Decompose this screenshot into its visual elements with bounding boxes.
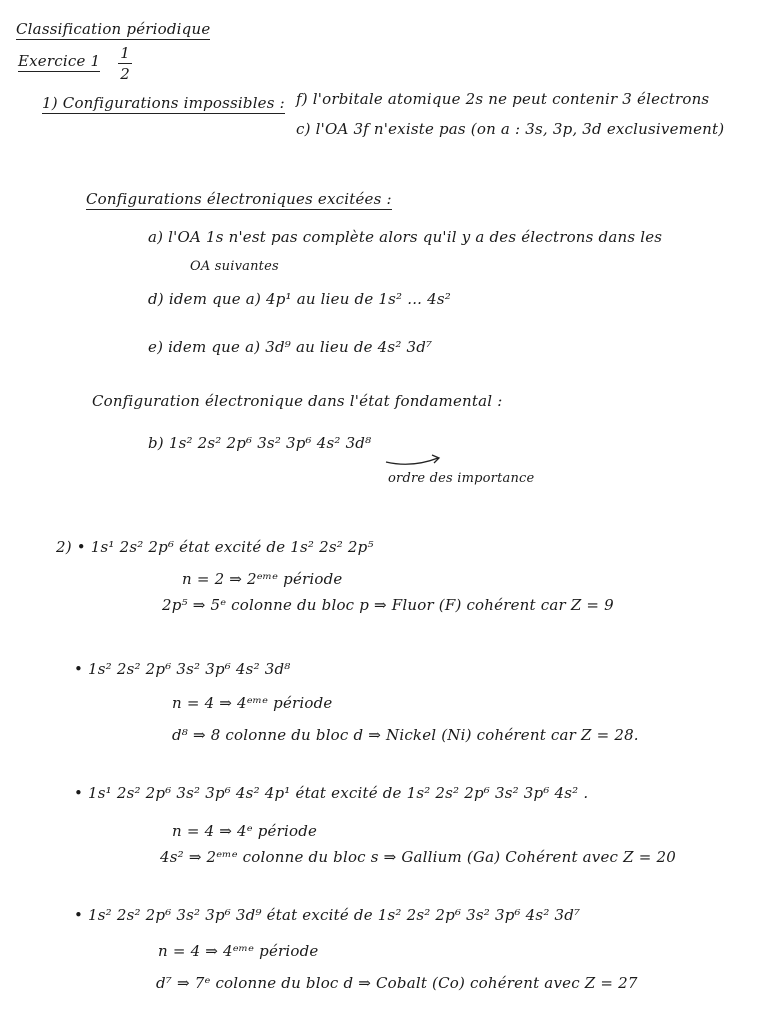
mark-denominator: 2 — [120, 65, 130, 83]
excited-heading: Configurations électroniques excitées : — [86, 190, 392, 208]
q1-answer-d: d) idem que a) 4p¹ au lieu de 1s² ... 4s² — [148, 290, 451, 308]
q1-answer-e: e) idem que a) 3d⁹ au lieu de 4s² 3d⁷ — [148, 338, 433, 356]
order-note: ordre des importance — [388, 471, 535, 486]
q2-block4-line1: • 1s² 2s² 2p⁶ 3s² 3p⁶ 3d⁹ état excité de 1s² 2s² 2p⁶ 3s² 3p⁶ 4s² 3d⁷ — [74, 906, 581, 924]
q2-block3-line1: • 1s¹ 2s² 2p⁶ 3s² 3p⁶ 4s² 4p¹ état excité de 1s² 2s² 2p⁶ 3s² 3p⁶ 4s² . — [74, 784, 589, 802]
q1-answer-f: f) l'orbitale atomique 2s ne peut contenir 3 électrons — [296, 90, 710, 108]
page-title: Classification périodique — [16, 20, 211, 38]
exercise-mark — [118, 44, 132, 83]
q2-block2-line1: • 1s² 2s² 2p⁶ 3s² 3p⁶ 4s² 3d⁸ — [74, 660, 291, 678]
q1-answer-a-line1: a) l'OA 1s n'est pas complète alors qu'il y a des électrons dans les — [148, 228, 663, 246]
q2-block2-line3: d⁸ ⇒ 8 colonne du bloc d ⇒ Nickel (Ni) cohérent car Z = 28. — [172, 726, 639, 744]
q1-heading: 1) Configurations impossibles : — [42, 94, 285, 112]
curved-arrow-icon — [382, 452, 446, 468]
fraction-bar — [118, 63, 132, 64]
q2-block1-line2: n = 2 ⇒ 2ᵉᵐᵉ période — [182, 570, 343, 588]
q2-block4-line2: n = 4 ⇒ 4ᵉᵐᵉ période — [158, 942, 319, 960]
exercise-label: Exercice 1 — [18, 52, 101, 70]
ground-state-heading: Configuration électronique dans l'état fondamental : — [92, 392, 503, 410]
q2-block1-line3: 2p⁵ ⇒ 5ᵉ colonne du bloc p ⇒ Fluor (F) cohérent car Z = 9 — [162, 596, 614, 614]
q2-block1-line1: 2) • 1s¹ 2s² 2p⁶ état excité de 1s² 2s² 2p⁵ — [56, 538, 374, 556]
q2-block4-line3: d⁷ ⇒ 7ᵉ colonne du bloc d ⇒ Cobalt (Co) cohérent avec Z = 27 — [156, 974, 638, 992]
q1-answer-a-line2: OA suivantes — [190, 259, 279, 274]
q1-answer-c: c) l'OA 3f n'existe pas (on a : 3s, 3p, 3d exclusivement) — [296, 120, 725, 138]
q2-block3-line2: n = 4 ⇒ 4ᵉ période — [172, 822, 318, 840]
mark-numerator: 1 — [120, 44, 130, 62]
q2-block2-line2: n = 4 ⇒ 4ᵉᵐᵉ période — [172, 694, 333, 712]
q1-answer-b: b) 1s² 2s² 2p⁶ 3s² 3p⁶ 4s² 3d⁸ — [148, 434, 372, 452]
q2-block3-line3: 4s² ⇒ 2ᵉᵐᵉ colonne du bloc s ⇒ Gallium (Ga) Cohérent avec Z = 20 — [160, 848, 676, 866]
